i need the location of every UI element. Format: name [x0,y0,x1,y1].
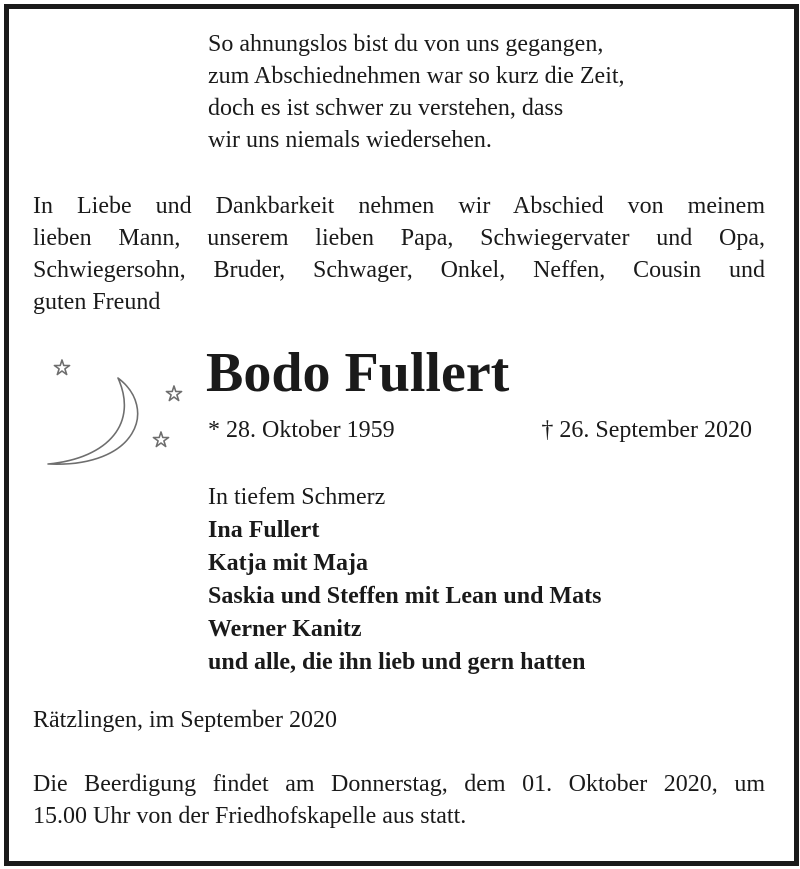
star-icon [166,386,181,401]
place-date: Rätzlingen, im September 2020 [33,707,337,733]
poem-line: wir uns niemals wiedersehen. [208,127,492,153]
intro-line: In Liebe und Dankbarkeit nehmen wir Abschied von meinem [33,193,765,219]
intro-paragraph [33,190,765,318]
mourners-intro: In tiefem Schmerz [208,484,386,510]
mourner-name: Saskia und Steffen mit Lean und Mats [208,583,602,609]
star-icon [153,432,168,447]
poem [208,28,625,156]
mourners-list [208,481,601,679]
moon-icon [48,378,138,464]
poem-line: So ahnungslos bist du von uns gegangen, [208,31,604,57]
funeral-line: Die Beerdigung findet am Donnerstag, dem 01. Oktober 2020, um [33,771,765,797]
moon-stars-art [40,350,190,500]
intro-line: Schwiegersohn, Bruder, Schwager, Onkel, Neffen, Cousin und [33,257,765,283]
funeral-info [33,768,765,832]
mourner-name: Ina Fullert [208,517,320,543]
poem-line: zum Abschiednehmen war so kurz die Zeit, [208,63,625,89]
deceased-name: Bodo Fullert [206,342,510,404]
birth-date: * 28. Oktober 1959 [208,417,395,443]
star-icon [54,360,69,375]
intro-line: guten Freund [33,289,161,315]
poem-line: doch es ist schwer zu verstehen, dass [208,95,564,121]
death-date: † 26. September 2020 [541,417,752,443]
mourner-name: Werner Kanitz [208,616,362,642]
mourner-name: Katja mit Maja [208,550,368,576]
funeral-line: 15.00 Uhr von der Friedhofskapelle aus statt. [33,803,467,829]
mourner-name: und alle, die ihn lieb und gern hatten [208,649,586,675]
intro-line: lieben Mann, unserem lieben Papa, Schwiegervater und Opa, [33,225,765,251]
